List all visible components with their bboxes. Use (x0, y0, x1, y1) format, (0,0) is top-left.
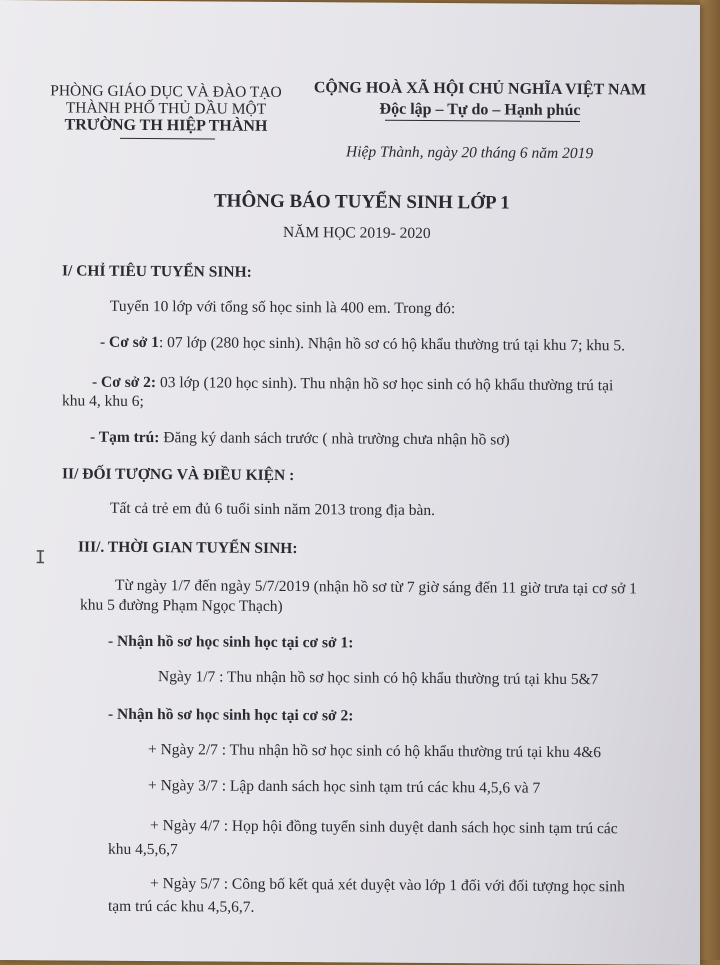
campus-1-schedule-item: Ngày 1/7 : Thu nhận hồ sơ học sinh có hộ khẩu thường trú tại khu 5&7 (158, 668, 599, 689)
section-1-heading: I/ CHỈ TIÊU TUYỂN SINH: (62, 262, 252, 281)
background-wood-edge (700, 0, 720, 960)
handwritten-margin-mark: I (35, 547, 46, 569)
section-3-intro-line1: Từ ngày 1/7 đến ngày 5/7/2019 (nhận hồ sơ từ 7 giờ sáng đến 11 giờ trưa tại cơ sở 1 (115, 576, 637, 598)
campus-2-schedule-item-4-cont: tạm trú các khu 4,5,6,7. (108, 897, 255, 916)
school-year: NĂM HỌC 2019- 2020 (283, 223, 431, 243)
section-3-heading: III/. THỜI GIAN TUYỂN SINH: (78, 538, 298, 558)
campus-2-line (92, 374, 613, 396)
section-2-text: Tất cả trẻ em đủ 6 tuổi sinh năm 2013 trong địa bàn. (110, 499, 435, 520)
section-2-heading: II/ ĐỐI TƯỢNG VÀ ĐIỀU KIỆN : (62, 465, 295, 485)
section-3-intro-line2: khu 5 đường Phạm Ngọc Thạch) (80, 596, 283, 615)
country-name: CỘNG HOÀ XÃ HỘI CHỦ NGHĨA VIỆT NAM (313, 79, 647, 99)
campus-1-line (100, 334, 625, 356)
campus-2-schedule-item-3-cont: khu 4,5,6,7 (108, 840, 178, 859)
campus-2-schedule-item-2: + Ngày 3/7 : Lập danh sách học sinh tạm trú các khu 4,5,6 và 7 (148, 777, 541, 797)
campus-2-schedule-item-1: + Ngày 2/7 : Thu nhận hồ sơ học sinh có hộ khẩu thường trú tại khu 4&6 (148, 741, 601, 762)
campus-2-schedule-item-4: + Ngày 5/7 : Công bố kết quả xét duyệt vào lớp 1 đối với đối tượng học sinh (150, 875, 625, 896)
agency-name: PHÒNG GIÁO DỤC VÀ ĐÀO TẠO (50, 82, 282, 101)
city-name: THÀNH PHỐ THỦ DẦU MỘT (65, 99, 267, 118)
campus-2-continuation: khu 4, khu 6; (62, 392, 144, 411)
school-underline (120, 138, 215, 140)
campus-2-schedule-heading: - Nhận hồ sơ học sinh học tại cơ sở 2: (108, 705, 354, 725)
document-title: THÔNG BÁO TUYỂN SINH LỚP 1 (214, 190, 510, 214)
campus-2-label: - Cơ sở 2: (92, 373, 157, 392)
school-name: TRƯỜNG TH HIỆP THÀNH (64, 116, 268, 135)
campus-1-text: : 07 lớp (280 học sinh). Nhận hồ sơ có hộ khẩu thường trú tại khu 7; khu 5. (158, 334, 626, 355)
campus-1-label: - Cơ sở 1 (100, 333, 159, 352)
temporary-residence-text: Đăng ký danh sách trước ( nhà trường chưa nhận hồ sơ) (159, 429, 510, 449)
campus-2-schedule-item-3: + Ngày 4/7 : Họp hội đồng tuyển sinh duyệt danh sách học sinh tạm trú các (150, 817, 618, 838)
campus-1-schedule-heading: - Nhận hồ sơ học sinh học tại cơ sở 1: (108, 632, 354, 652)
temporary-residence-line (90, 429, 510, 450)
motto-underline (385, 120, 580, 122)
document-date: Hiệp Thành, ngày 20 tháng 6 năm 2019 (346, 143, 594, 163)
national-motto: Độc lập – Tự do – Hạnh phúc (379, 100, 581, 120)
section-1-intro: Tuyển 10 lớp với tổng số học sinh là 400 em. Trong đó: (110, 297, 456, 318)
temporary-residence-label: - Tạm trú: (90, 428, 160, 447)
campus-2-text: 03 lớp (120 học sinh). Thu nhận hồ sơ học sinh có hộ khẩu thường trú tại (156, 374, 614, 395)
